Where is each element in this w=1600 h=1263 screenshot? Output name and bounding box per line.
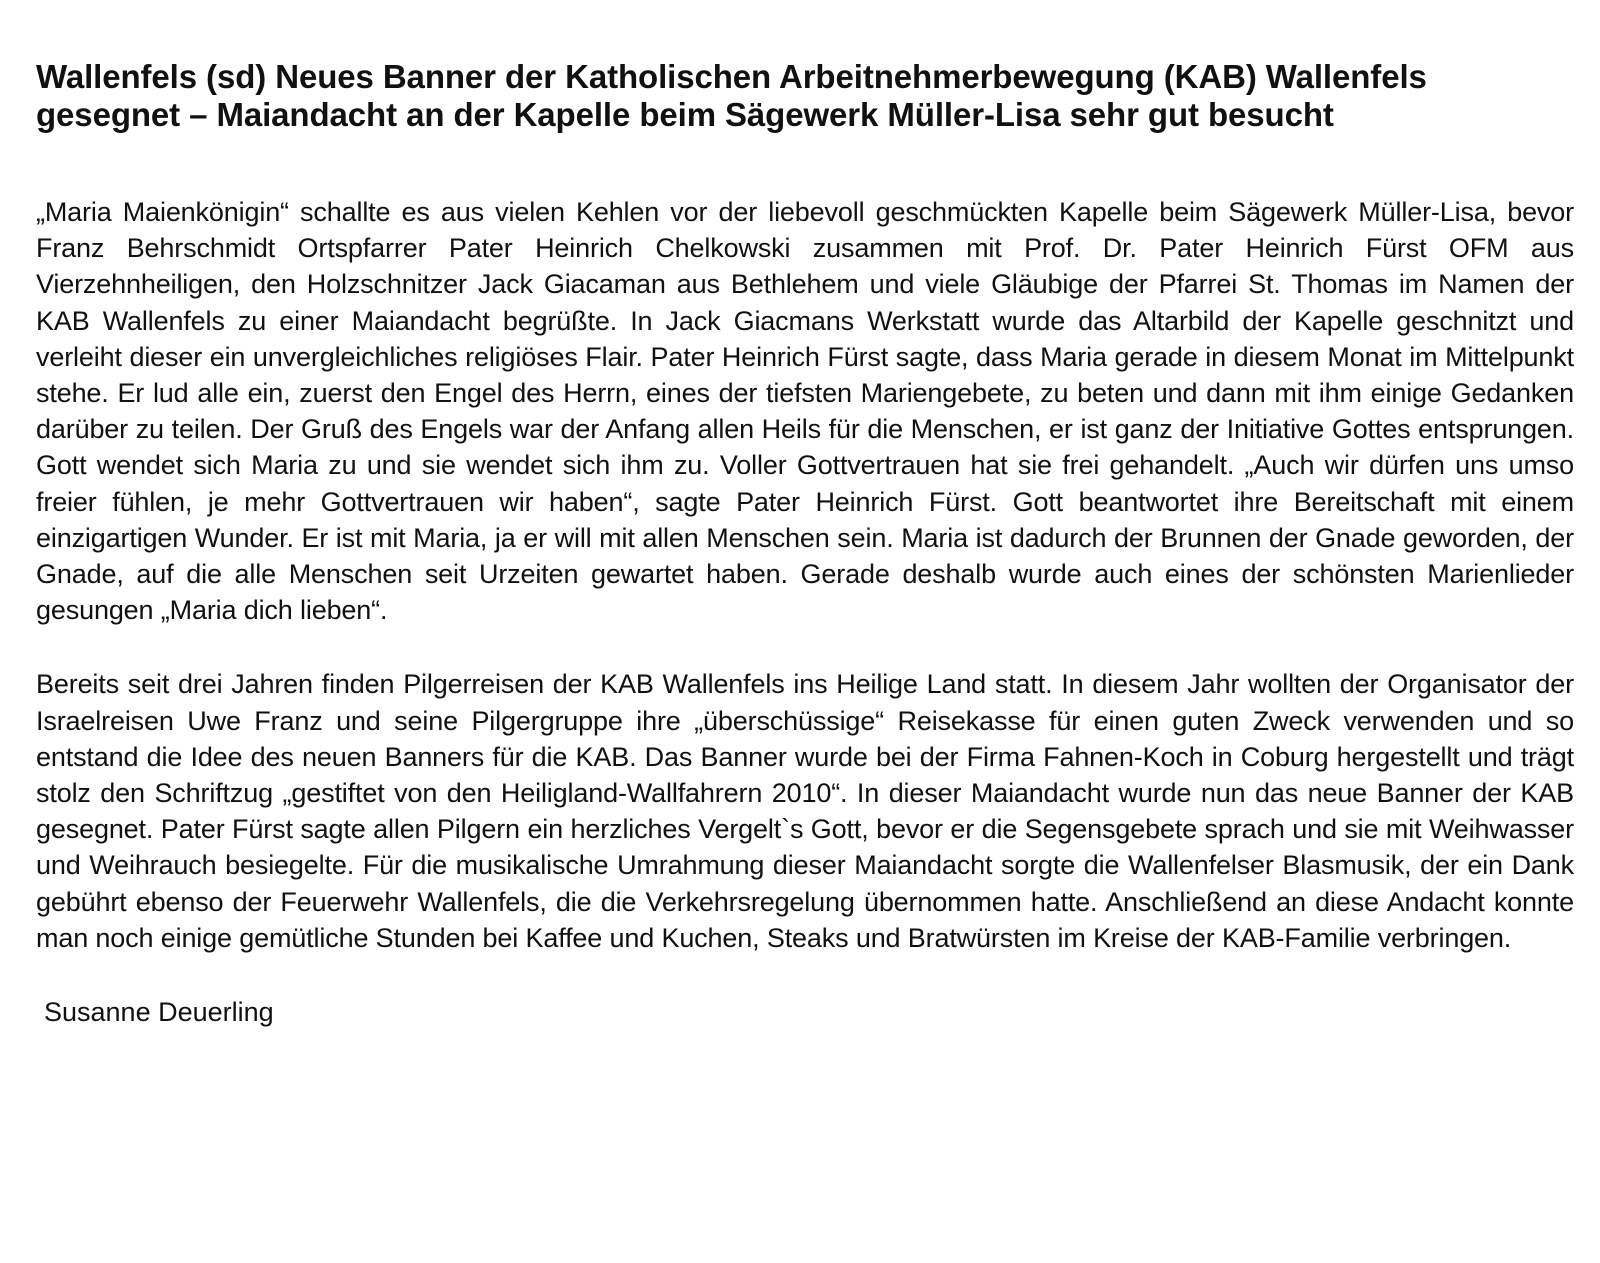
article-headline: Wallenfels (sd) Neues Banner der Katholischen Arbeitnehmerbewegung (KAB) Wallenfels gesegnet – Maiandacht an der Kapelle beim Sägewerk Müller-Lisa sehr gut besucht xyxy=(36,58,1427,133)
article xyxy=(36,58,1574,1030)
article-paragraph-2: Bereits seit drei Jahren finden Pilgerreisen der KAB Wallenfels ins Heilige Land statt. In diesem Jahr wollten der Organisator der Israelreisen Uwe Franz und seine Pilgergruppe ihre „überschüssige“ Reisekasse für einen guten Zweck verwenden und so entstand die Idee des neuen Banners für die KAB. Das Banner wurde bei der Firma Fahnen-Koch in Coburg hergestellt und trägt stolz den Schriftzug „gestiftet von den Heiligland-Wallfahrern 2010“. In dieser Maiandacht wurde nun das neue Banner der KAB gesegnet. Pater Fürst sagte allen Pilgern ein herzliches Vergelt`s Gott, bevor er die Segensgebete sprach und sie mit Weihwasser und Weihrauch besiegelte. Für die musikalische Umrahmung dieser Maiandacht sorgte die Wallenfelser Blasmusik, der ein Dank gebührt ebenso der Feuerwehr Wallenfels, die die Verkehrsregelung übernommen hatte. Anschließend an diese Andacht konnte man noch einige gemütliche Stunden bei Kaffee und Kuchen, Steaks und Bratwürsten im Kreise der KAB-Familie verbringen. xyxy=(36,669,1574,953)
article-paragraph-1: „Maria Maienkönigin“ schallte es aus vielen Kehlen vor der liebevoll geschmückten Kapelle beim Sägewerk Müller-Lisa, bevor Franz Behrschmidt Ortspfarrer Pater Heinrich Chelkowski zusammen mit Prof. Dr. Pater Heinrich Fürst OFM aus Vierzehnheiligen, den Holzschnitzer Jack Giacaman aus Bethlehem und viele Gläubige der Pfarrei St. Thomas im Namen der KAB Wallenfels zu einer Maiandacht begrüßte. In Jack Giacmans Werkstatt wurde das Altarbild der Kapelle geschnitzt und verleiht dieser ein unvergleichliches religiöses Flair. Pater Heinrich Fürst sagte, dass Maria gerade in diesem Monat im Mittelpunkt stehe. Er lud alle ein, zuerst den Engel des Herrn, eines der tiefsten Mariengebete, zu beten und dann mit ihm einige Gedanken darüber zu teilen. Der Gruß des Engels war der Anfang allen Heils für die Menschen, er ist ganz der Initiative Gottes entsprungen. Gott wendet sich Maria zu und sie wendet sich ihm zu. Voller Gottvertrauen hat sie frei gehandelt. „Auch wir dürfen uns umso freier fühlen, je mehr Gottvertrauen wir haben“, sagte Pater Heinrich Fürst. Gott beantwortet ihre Bereitschaft mit einem einzigartigen Wunder. Er ist mit Maria, ja er will mit allen Menschen sein. Maria ist dadurch der Brunnen der Gnade geworden, der Gnade, auf die alle Menschen seit Urzeiten gewartet haben. Gerade deshalb wurde auch eines der schönsten Marienlieder gesungen „Maria dich lieben“. xyxy=(36,197,1574,626)
article-author: Susanne Deuerling xyxy=(44,997,274,1028)
